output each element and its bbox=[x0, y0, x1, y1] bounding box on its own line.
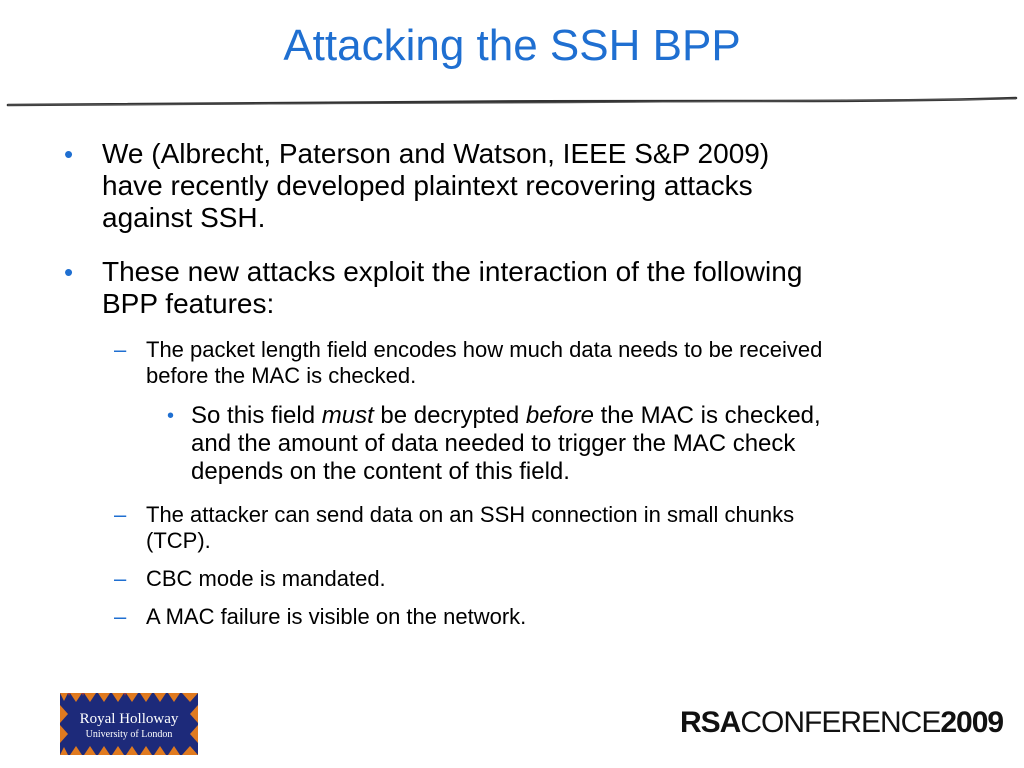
slide-title: Attacking the SSH BPP bbox=[283, 21, 741, 70]
conference-wordmark: CONFERENCE bbox=[740, 706, 941, 739]
sub-bullet-line: CBC mode is mandated. bbox=[146, 566, 386, 591]
dash-mark: – bbox=[114, 502, 127, 527]
sub-sub-bullet-line: and the amount of data needed to trigger the MAC check bbox=[191, 430, 796, 457]
rsa-wordmark: RSA bbox=[680, 706, 741, 739]
sub-bullet-line: (TCP). bbox=[146, 528, 211, 553]
sub-sub-bullet-line bbox=[191, 402, 961, 430]
bullet-line: BPP features: bbox=[102, 288, 275, 319]
bullet-item bbox=[64, 256, 982, 320]
sub-bullet-item bbox=[114, 604, 956, 630]
bullet-mark: • bbox=[64, 257, 74, 287]
sub-bullet-line: The packet length field encodes how much data needs to be received bbox=[146, 337, 823, 362]
year-wordmark: 2009 bbox=[940, 706, 1004, 739]
emphasis-before: before bbox=[525, 402, 594, 429]
text-run: be decrypted bbox=[373, 402, 526, 429]
text-run: the MAC is checked, bbox=[593, 402, 821, 429]
dash-mark: – bbox=[114, 337, 127, 362]
royal-holloway-wordmark bbox=[70, 711, 188, 745]
bullet-mark: • bbox=[167, 405, 175, 427]
bullet-line: against SSH. bbox=[102, 202, 266, 233]
dash-mark: – bbox=[114, 566, 127, 591]
emphasis-must: must bbox=[321, 402, 374, 429]
bullet-mark: • bbox=[64, 139, 74, 169]
sub-bullet-item bbox=[114, 502, 956, 554]
bullet-line: have recently developed plaintext recovering attacks bbox=[102, 170, 753, 201]
sub-sub-bullet-item bbox=[167, 402, 961, 486]
bullet-item bbox=[64, 138, 982, 234]
rh-subtitle: University of London bbox=[85, 729, 173, 740]
sub-bullet-line: A MAC failure is visible on the network. bbox=[146, 604, 527, 629]
bullet-line: We (Albrecht, Paterson and Watson, IEEE S&P 2009) bbox=[102, 138, 770, 169]
sub-bullet-line: before the MAC is checked. bbox=[146, 363, 417, 388]
sub-bullet-item bbox=[114, 337, 956, 389]
sub-bullet-item bbox=[114, 566, 956, 592]
sub-bullet-line: The attacker can send data on an SSH connection in small chunks bbox=[146, 502, 795, 527]
rsa-conference-logo bbox=[680, 706, 1003, 740]
sub-sub-bullet-line: depends on the content of this field. bbox=[191, 458, 570, 485]
bullet-line: These new attacks exploit the interaction of the following bbox=[102, 256, 803, 287]
rh-name: Royal Holloway bbox=[79, 711, 179, 727]
text-run: So this field bbox=[191, 402, 322, 429]
dash-mark: – bbox=[114, 604, 127, 629]
